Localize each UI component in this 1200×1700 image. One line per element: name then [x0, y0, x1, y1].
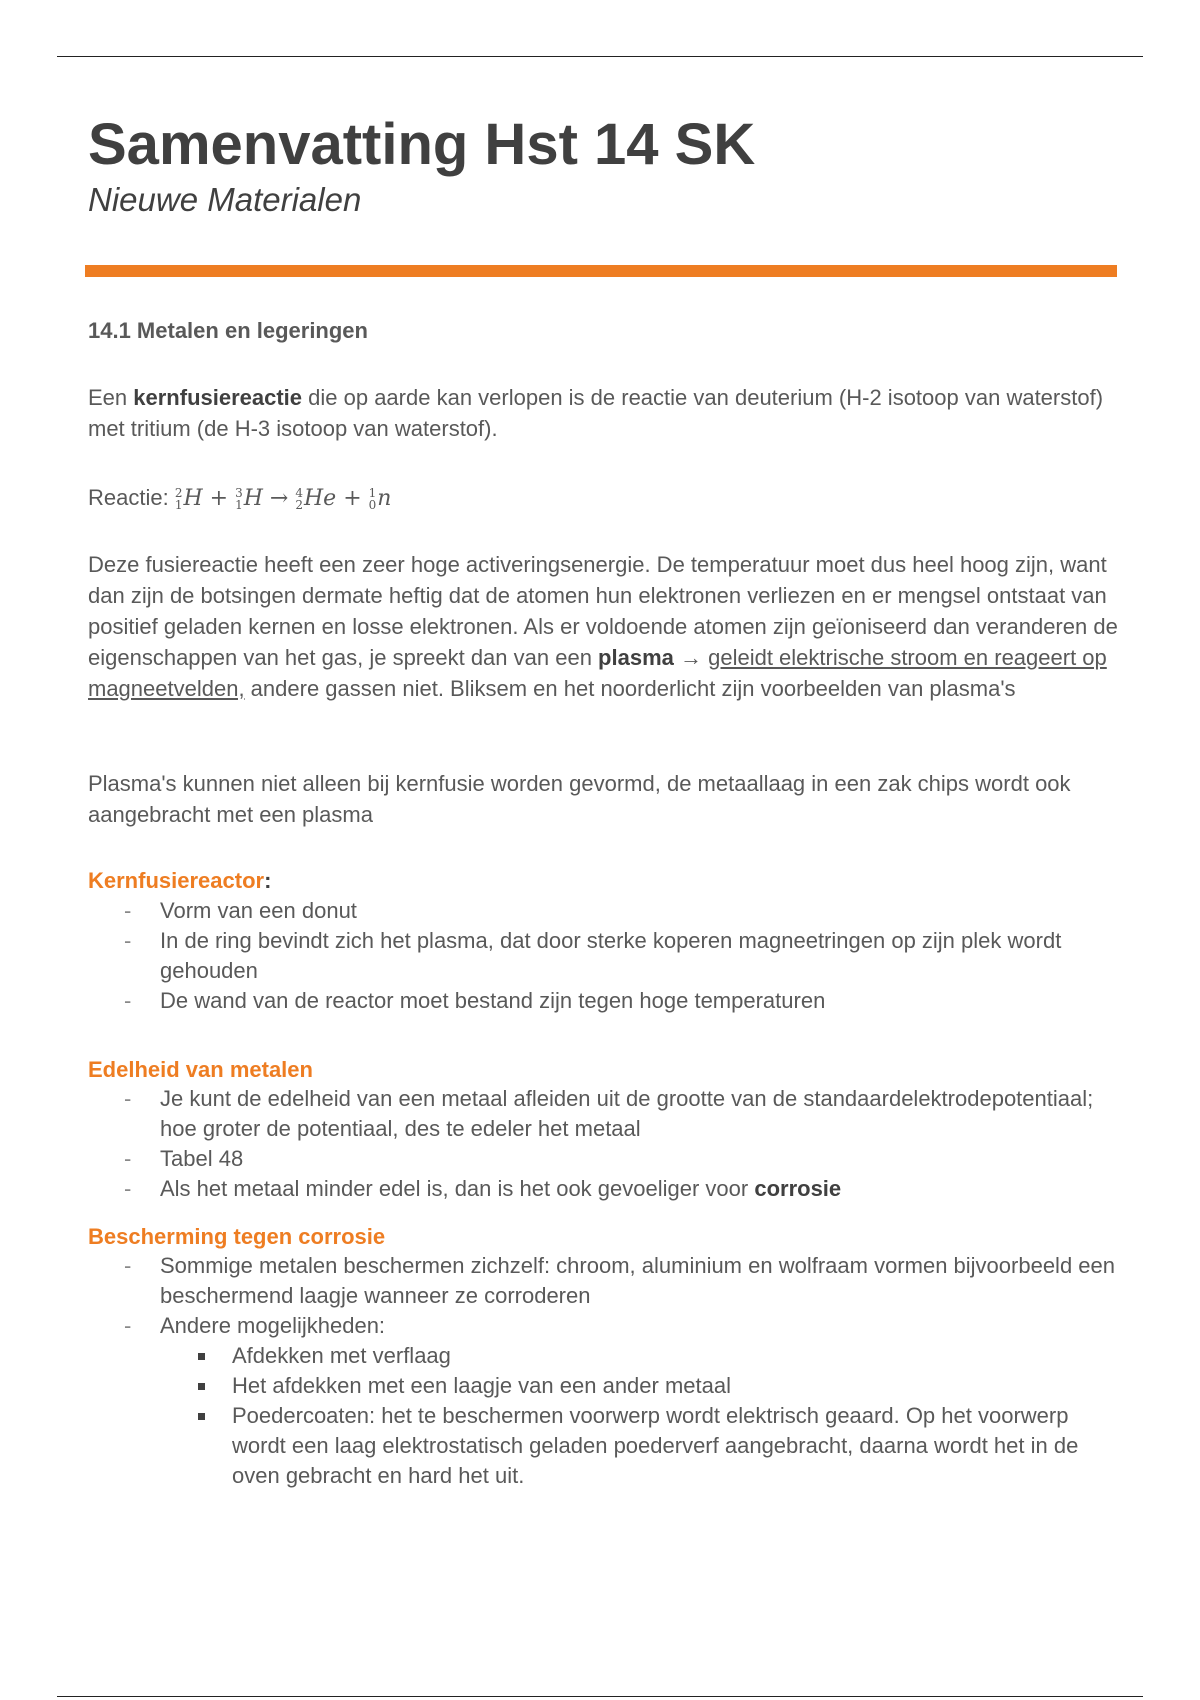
plus-sign-2: + [343, 486, 362, 511]
list-item-text: Tabel 48 [160, 1146, 244, 1171]
dash-bullet: - [124, 898, 132, 923]
p2-bold-plasma: plasma [598, 645, 674, 670]
bold-corrosie: corrosie [754, 1176, 842, 1201]
title-block [88, 110, 1118, 220]
section-heading: 14.1 Metalen en legeringen [88, 318, 368, 343]
list-item [120, 986, 1120, 1016]
p1-bold-term: kernfusiereactie [133, 385, 303, 410]
sub-list-item-text: Het afdekken met een laagje van een ander metaal [232, 1373, 731, 1398]
p2-underlined: geleidt elektrische stroom en reageert op magneetvelden, [88, 645, 1107, 701]
page-subtitle: Nieuwe Materialen [88, 181, 362, 218]
dash-bullet: - [124, 1176, 132, 1201]
list-item [120, 1144, 1120, 1174]
kern-heading-colon: : [264, 868, 272, 893]
reaction-arrow-icon: → [269, 486, 289, 511]
list-item-text: Andere mogelijkheden: [160, 1313, 386, 1338]
besch-list [120, 1251, 1120, 1491]
list-item-text: De wand van de reactor moet bestand zijn tegen hoge temperaturen [160, 988, 826, 1013]
sub-list-item [160, 1341, 1120, 1371]
dash-bullet: - [124, 1146, 132, 1171]
plus-sign-1: + [209, 486, 229, 511]
list-item [120, 896, 1120, 926]
n-symbol: n [377, 486, 392, 511]
edel-list [120, 1084, 1120, 1204]
list-item-text: Als het metaal minder edel is, dan is het ook gevoeliger voor [160, 1176, 755, 1201]
list-item [120, 926, 1120, 986]
paragraph-kernfusie [88, 382, 1118, 444]
n-charge: 0 [368, 498, 377, 512]
list-item [120, 1174, 1120, 1204]
p1-text-post: die op aarde kan verlopen is de reactie van deuterium (H-2 isotoop van waterstof) met tritium (de H-3 isotoop van waterstof). [88, 385, 1104, 441]
he-mass: 4 [295, 486, 303, 500]
h2-mass: 2 [174, 486, 183, 500]
p1-text-pre: Een [88, 385, 134, 410]
h3-charge: 1 [235, 498, 243, 512]
list-item-text: Vorm van een donut [160, 898, 357, 923]
h2-charge: 1 [174, 498, 183, 512]
arrow-icon: → [673, 645, 709, 670]
list-item-text: In de ring bevindt zich het plasma, dat door sterke koperen magneetringen op zijn plek wordt gehouden [160, 928, 1062, 983]
dash-bullet: - [124, 928, 132, 953]
p2-text: Deze fusiereactie heeft een zeer hoge activeringsenergie. De temperatuur moet dus heel hoog zijn, want dan zijn de botsingen dermate heftig dat de atomen hun elektronen verliezen en er mengsel ontstaat van positief geladen kernen en losse elektronen. Als er voldoende atomen zijn geïoniseerd dan veranderen de eigenschappen van het gas, je spreekt dan van een [88, 552, 1118, 670]
heading-edelheid: Edelheid van metalen [88, 1057, 313, 1082]
square-bullet-icon [198, 1383, 205, 1390]
square-bullet-icon [198, 1413, 205, 1420]
he-charge: 2 [295, 498, 303, 512]
reaction-line [88, 482, 1118, 514]
sub-list-item-text: Afdekken met verflaag [232, 1343, 451, 1368]
dash-bullet: - [124, 1253, 132, 1278]
p2-text-post: andere gassen niet. Bliksem en het noorderlicht zijn voorbeelden van plasma's [244, 676, 1016, 701]
nuclide-n-numbers [369, 487, 377, 511]
nuclide-h3-numbers [235, 487, 243, 511]
nuclide-he-numbers [295, 487, 303, 511]
h3-mass: 3 [235, 486, 243, 500]
reaction-equation [175, 486, 392, 511]
n-mass: 1 [368, 486, 377, 500]
nuclide-h2-numbers [175, 487, 183, 511]
sub-list [160, 1341, 1120, 1491]
paragraph-chips: Plasma's kunnen niet alleen bij kernfusie worden gevormd, de metaallaag in een zak chips wordt ook aangebracht met een plasma [88, 771, 1071, 827]
heading-kernfusiereactor [88, 868, 271, 894]
top-rule [57, 56, 1143, 57]
dash-bullet: - [124, 988, 132, 1013]
reaction-label: Reactie: [88, 485, 175, 510]
h3-symbol: H [243, 486, 263, 511]
orange-divider [85, 265, 1117, 277]
sub-list-item [160, 1371, 1120, 1401]
kern-list [120, 896, 1120, 1016]
he-symbol: He [304, 486, 337, 511]
sub-list-item [160, 1401, 1120, 1491]
heading-bescherming: Bescherming tegen corrosie [88, 1224, 386, 1249]
list-item [120, 1084, 1120, 1144]
dash-bullet: - [124, 1313, 132, 1338]
list-item-text: Je kunt de edelheid van een metaal afleiden uit de grootte van de standaardelektrodepotentiaal; hoe groter de potentiaal, des te edeler het metaal [160, 1086, 1094, 1141]
list-item [120, 1251, 1120, 1311]
page-title: Samenvatting Hst 14 SK [88, 112, 756, 177]
list-item [120, 1311, 1120, 1491]
h2-symbol: H [183, 486, 203, 511]
kern-heading-text: Kernfusiereactor [88, 868, 265, 893]
square-bullet-icon [198, 1353, 205, 1360]
bottom-rule [57, 1696, 1143, 1697]
dash-bullet: - [124, 1086, 132, 1111]
sub-list-item-text: Poedercoaten: het te beschermen voorwerp wordt elektrisch geaard. Op het voorwerp wordt een laag elektrostatisch geladen poederverf aangebracht, daarna wordt het in de oven gebracht en hard het uit. [232, 1403, 1079, 1488]
list-item-text: Sommige metalen beschermen zichzelf: chroom, aluminium en wolfraam vormen bijvoorbeeld een beschermend laagje wanneer ze corroderen [160, 1253, 1115, 1308]
paragraph-plasma [88, 549, 1118, 704]
